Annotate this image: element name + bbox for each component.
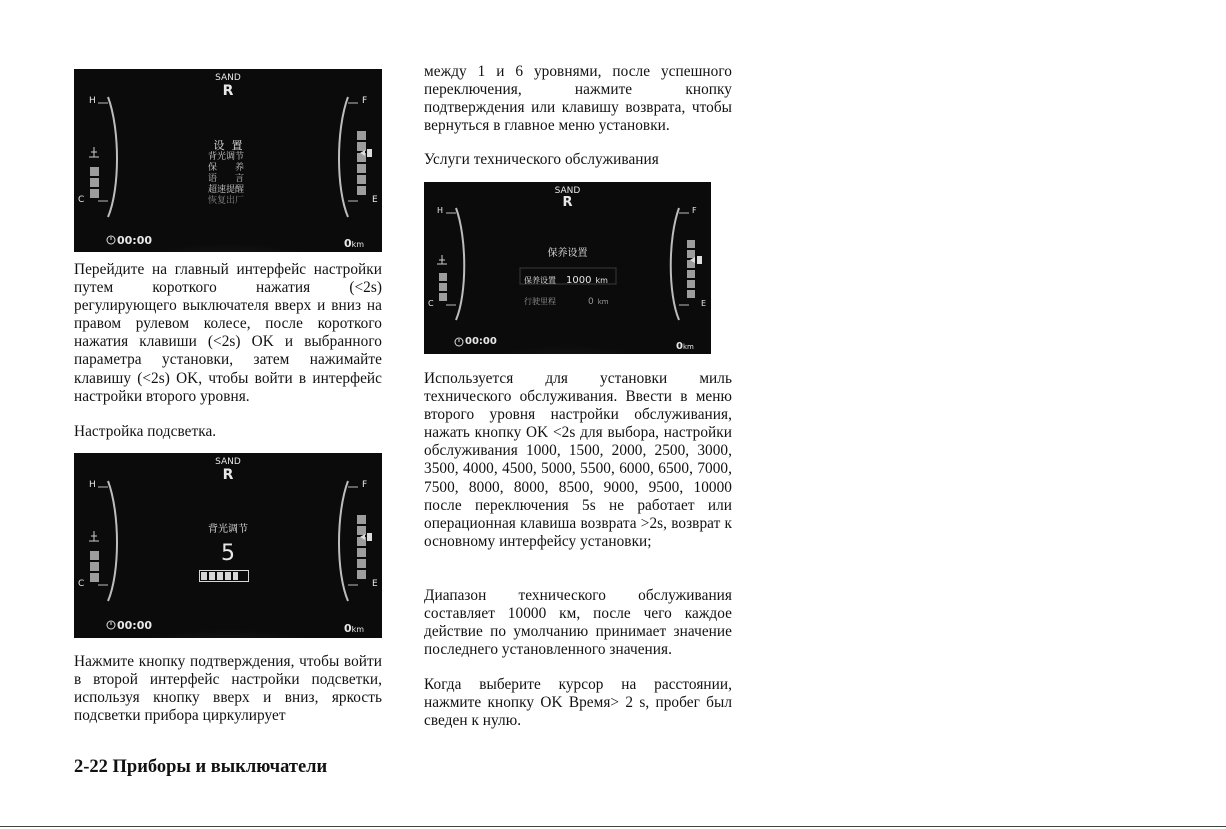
fuel-empty-label: E bbox=[372, 195, 378, 205]
odometer-unit: km bbox=[682, 343, 694, 351]
menu-item-maintenance[interactable]: 保 养 bbox=[208, 163, 245, 173]
maintenance-row-mileage[interactable] bbox=[524, 291, 609, 309]
menu-item-factory-reset[interactable]: 恢复出厂 bbox=[208, 196, 245, 206]
temp-high-label: H bbox=[89, 480, 96, 490]
mileage-unit: km bbox=[597, 298, 609, 306]
maintenance-interval-unit: km bbox=[595, 276, 608, 285]
fuel-full-label: F bbox=[362, 480, 368, 490]
odometer-value: 0 bbox=[344, 622, 352, 635]
clock-readout: 00:00 bbox=[465, 336, 497, 347]
temp-high-label: H bbox=[89, 96, 96, 106]
temp-low-label: C bbox=[78, 579, 85, 589]
maintenance-title: 保养设置 bbox=[547, 248, 588, 259]
odometer-readout bbox=[676, 336, 694, 354]
menu-item-backlight[interactable]: 背光调节 bbox=[208, 152, 245, 162]
odometer-readout bbox=[344, 234, 364, 252]
odometer-value: 0 bbox=[344, 237, 352, 250]
drive-mode-label: SAND bbox=[215, 457, 241, 467]
fuel-gauge-arc bbox=[339, 97, 348, 217]
page-bottom-rule bbox=[0, 826, 1226, 827]
odometer-unit: km bbox=[351, 625, 365, 634]
backlight-level-bar bbox=[199, 570, 249, 582]
instruction-paragraph-backlight: Нажмите кнопку подтверждения, чтобы войти в второй интерфейс настройки подсветки, используя кнопку вверх и вниз, яркость подсветки прибора циркулирует bbox=[74, 653, 382, 725]
maintenance-interval-label: 保养设置 bbox=[524, 276, 556, 285]
instruction-paragraph-levels: между 1 и 6 уровнями, после успешного переключения, нажмите кнопку подтверждения или клавишу возврата, чтобы вернуться в главное меню установки. bbox=[424, 63, 732, 135]
gear-indicator: R bbox=[222, 467, 234, 483]
clock-readout: 00:00 bbox=[117, 619, 153, 632]
mileage-value: 0 bbox=[588, 297, 594, 307]
temp-gauge-bars bbox=[439, 273, 447, 301]
maintenance-heading: Услуги технического обслуживания bbox=[424, 151, 659, 168]
backlight-heading: Настройка подсветка. bbox=[74, 423, 217, 440]
fuel-gauge-arc bbox=[671, 208, 679, 320]
instruction-paragraph-range: Диапазон технического обслуживания составляет 10000 км, после чего каждое действие по умолчанию принимает значение последнего установленного значения. bbox=[424, 587, 732, 659]
backlight-level-fill bbox=[201, 572, 238, 580]
dashboard-display-settings-menu bbox=[74, 69, 382, 252]
drive-mode-label: SAND bbox=[554, 186, 581, 196]
fuel-empty-label: E bbox=[372, 579, 378, 589]
fuel-full-label: F bbox=[692, 206, 697, 215]
menu-list bbox=[208, 152, 248, 207]
temp-low-label: C bbox=[428, 299, 434, 308]
temp-low-label: C bbox=[78, 195, 85, 205]
fuel-empty-label: E bbox=[701, 299, 707, 308]
maintenance-interval-value: 1000 bbox=[566, 275, 592, 286]
gear-indicator: R bbox=[562, 195, 573, 210]
dashboard-display-maintenance bbox=[424, 182, 711, 354]
clock-readout: 00:00 bbox=[117, 234, 153, 247]
menu-title: 设 置 bbox=[213, 139, 243, 152]
drive-mode-label: SAND bbox=[215, 73, 241, 83]
page-footer-title: 2-22 Приборы и выключатели bbox=[74, 757, 328, 777]
instruction-paragraph-reset: Когда выберите курсор на расстоянии, нажмите кнопку OK Время> 2 s, пробег был сведен к нулю. bbox=[424, 676, 732, 730]
instruction-paragraph-main-menu: Перейдите на главный интерфейс настройки путем короткого нажатия (<2s) регулирующего выключателя вверх и вниз на правом рулевом колесе, после короткого нажатия клавиши (<2s) OK и выбранного параметра установки, затем нажимайте клавишу (<2s) OK, чтобы войти в интерфейс настройки второго уровня. bbox=[74, 261, 382, 405]
maintenance-row-interval[interactable] bbox=[524, 270, 608, 288]
odometer-value: 0 bbox=[676, 341, 683, 352]
menu-item-overspeed-alert[interactable]: 超速提醒 bbox=[208, 185, 245, 195]
odometer-unit: km bbox=[351, 240, 365, 249]
fuel-full-label: F bbox=[362, 96, 368, 106]
mileage-label: 行驶里程 bbox=[524, 297, 556, 306]
temp-gauge-bars bbox=[90, 167, 99, 198]
temp-high-label: H bbox=[437, 206, 444, 215]
menu-item-language[interactable]: 语 言 bbox=[208, 174, 245, 184]
backlight-title: 背光调节 bbox=[208, 524, 248, 535]
backlight-level-value: 5 bbox=[221, 541, 235, 566]
dashboard-display-backlight bbox=[74, 453, 382, 638]
odometer-readout bbox=[344, 619, 364, 637]
gear-indicator: R bbox=[222, 83, 234, 99]
instruction-paragraph-maintenance: Используется для установки миль технического обслуживания. Ввести в меню второго уровня настройки обслуживания, нажать кнопку OK <2s для выбора, настройки обслуживания 1000, 1500, 2000, 2500, 3000, 3500, 4000, 4500, 5000, 5500, 6000, 6500, 7000, 7500, 8000, 8000, 8500, 9000, 9500, 10000 после переключения 5s не работает или операционная клавиша возврата >2s, возврат к основному интерфейсу установки; bbox=[424, 370, 732, 550]
temp-gauge-arc bbox=[456, 208, 464, 320]
temp-gauge-arc bbox=[108, 97, 117, 217]
